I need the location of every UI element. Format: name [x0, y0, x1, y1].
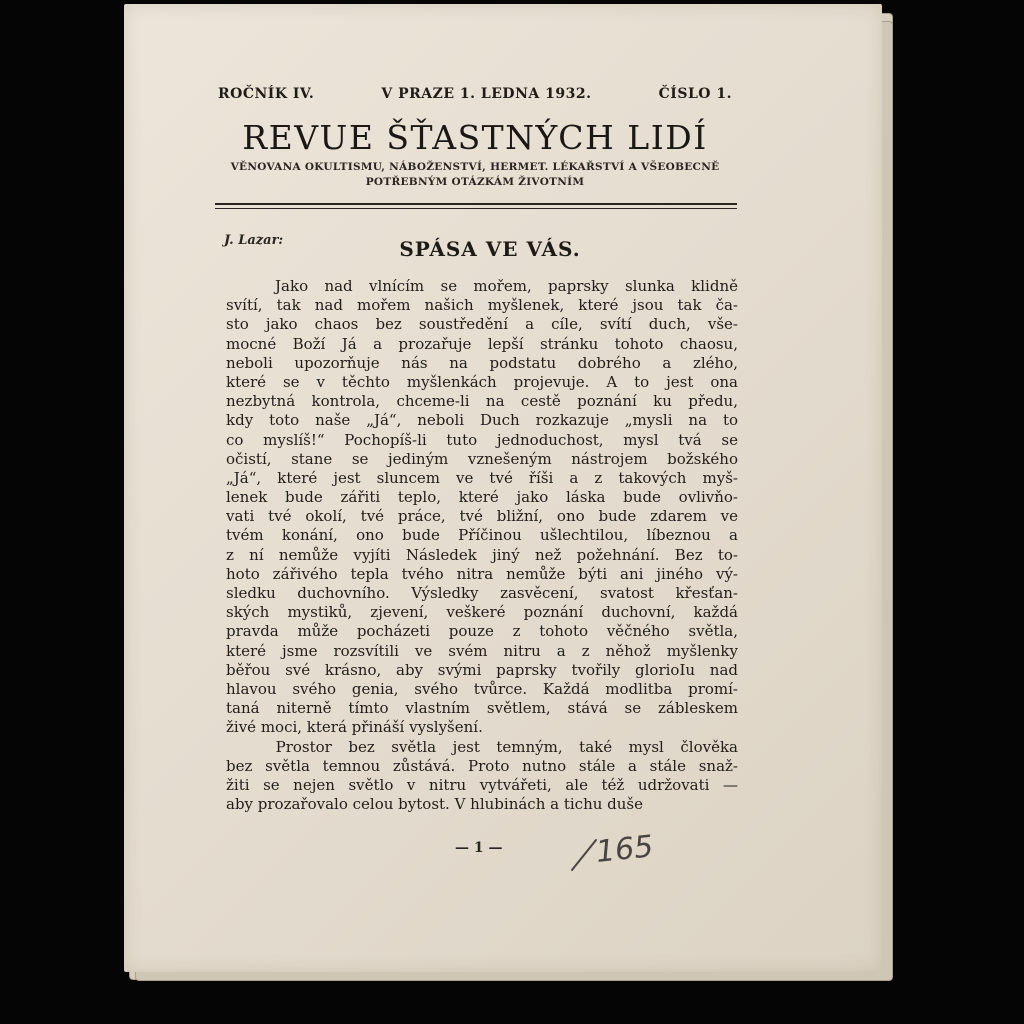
subtitle-line-2: POTŘEBNÝM OTÁZKÁM ŽIVOTNÍM [365, 176, 585, 188]
body-line: bez světla temnou zůstává. Proto nutno stále a stále snaž- [226, 756, 738, 775]
page-number: — 1 — [455, 840, 503, 856]
body-line: nezbytná kontrola, chceme-li na cestě poznání ku předu, [226, 392, 738, 411]
body-line: které se v těchto myšlenkách projevuje. A to jest ona [226, 372, 738, 391]
body-line: aby prozařovalo celou bytost. V hlubinách a tichu duše [226, 795, 643, 814]
body-line: očistí, stane se jediným vznešeným nástrojem božského [226, 449, 738, 468]
article-title: SPÁSA VE VÁS. [399, 237, 581, 261]
article-body [226, 277, 738, 814]
header-rule-thick [215, 203, 737, 205]
issue-label: ČÍSLO 1. [658, 86, 732, 102]
body-line: z ní nemůže vyjíti Následek jiný než požehnání. Bez to- [226, 545, 738, 564]
body-line: sledku duchovního. Výsledky zasvěcení, svatost křesťan- [226, 584, 738, 602]
masthead-title: REVUE ŠŤASTNÝCH LIDÍ [242, 118, 708, 157]
body-line: žiti se nejen světlo v nitru vytvářeti, ale též udržovati — [226, 775, 738, 794]
body-line: neboli upozorňuje nás na podstatu dobrého a zlého, [226, 353, 738, 372]
issue-header [218, 86, 732, 102]
place-date-label: V PRAZE 1. LEDNA 1932. [381, 86, 592, 102]
masthead-subtitle [208, 160, 742, 190]
body-line: Prostor bez světla jest temným, také mysl člověka [226, 737, 738, 756]
body-line: lenek bude zářiti teplo, které jako láska bude ovlivňo- [226, 488, 738, 507]
body-line: sto jako chaos bez soustředění a cíle, svítí duch, vše- [226, 315, 738, 334]
body-line: Jako nad vlnícím se mořem, paprsky slunka klidně [226, 277, 738, 295]
body-line: „Já“, které jest sluncem ve tvé říši a z takových myš- [226, 468, 738, 487]
body-line: pravda může pocházeti pouze z tohoto věčného světla, [226, 622, 738, 641]
volume-label: ROČNÍK IV. [218, 86, 315, 102]
subtitle-line-1: VĚNOVANA OKULTISMU, NÁBOŽENSTVÍ, HERMET. LÉKAŘSTVÍ A VŠEOBECNĚ [230, 161, 720, 173]
body-line: mocné Boží Já a prozařuje lepší stránku tohoto chaosu, [226, 334, 738, 353]
article-author: J. Lazar: [224, 233, 284, 248]
body-line: taná niterně tímto vlastním světlem, stává se zábleskem [226, 699, 738, 718]
body-line: ských mystiků, zjevení, veškeré poznání duchovní, každá [226, 603, 738, 622]
body-line: hoto zářivého tepla tvého nitra nemůže býti ani jiného vý- [226, 564, 738, 583]
body-line: vati tvé okolí, tvé práce, tvé bližní, ono bude zdarem ve [226, 507, 738, 526]
body-line: hlavou svého genia, svého tvůrce. Každá modlitba promí- [226, 679, 738, 698]
body-line: co myslíš!“ Pochopíš-li tuto jednoduchost, mysl tvá se [226, 430, 738, 449]
body-line: běřou své krásno, aby svými paprsky tvořily glorioIu nad [226, 660, 738, 679]
body-line: svítí, tak nad mořem našich myšlenek, které jsou tak ča- [226, 296, 738, 315]
header-rule-thin [215, 208, 737, 209]
body-line: živé moci, která přináší vyslyšení. [226, 718, 483, 737]
handwritten-note: 165 [594, 829, 655, 870]
body-line: kdy toto naše „Já“, neboli Duch rozkazuje „mysli na to [226, 411, 738, 430]
body-line: tvém konání, ono bude Příčinou ušlechtilou, líbeznou a [226, 526, 738, 545]
body-line: které jsme rozsvítili ve svém nitru a z něhož myšlenky [226, 641, 738, 660]
